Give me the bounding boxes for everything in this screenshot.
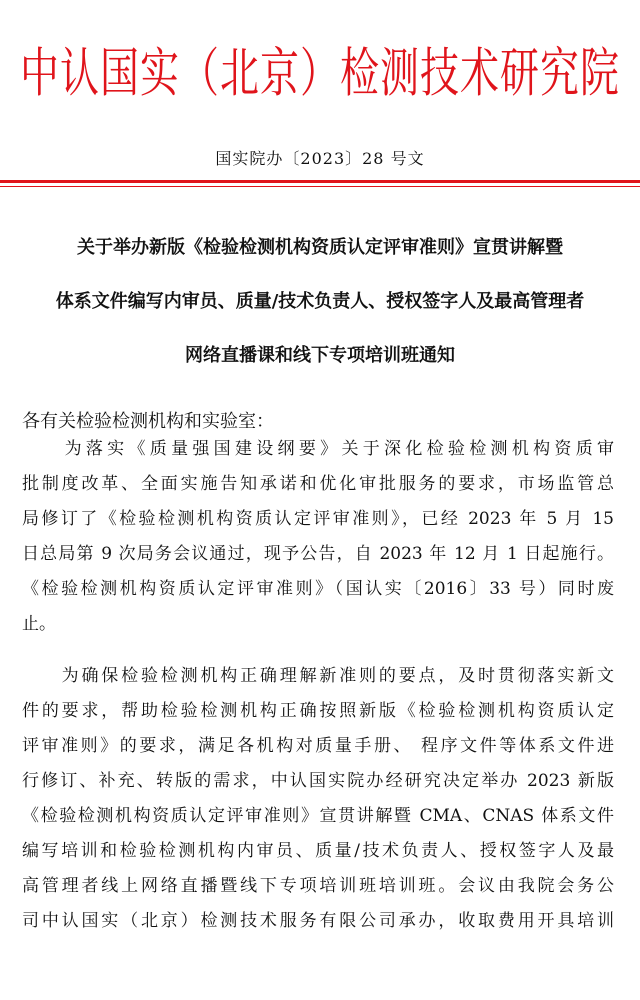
title-line-3: 网络直播课和线下专项培训班通知 — [185, 345, 455, 366]
paragraph-line: 日总局第 9 次局务会议通过，现予公告，自 2023 年 12 月 1 日起施行。 — [22, 544, 614, 564]
paragraph-line: 高管理者线上网络直播暨线下专项培训班培训班。会议由我院会务公 — [22, 876, 614, 896]
paragraph-line: 为落实《质量强国建设纲要》关于深化检验检测机构资质审 — [22, 439, 614, 459]
paragraph-line: 司中认国实（北京）检测技术服务有限公司承办，收取费用开具培训 — [22, 911, 614, 931]
document-number: 国实院办〔2023〕28 号文 — [215, 149, 425, 168]
paragraph-line: 件的要求，帮助检验检测机构正确按照新版《检验检测机构资质认定 — [22, 701, 614, 721]
paragraph-line: 批制度改革、全面实施告知承诺和优化审批服务的要求，市场监管总 — [22, 474, 614, 494]
paragraph-1 — [22, 432, 614, 642]
paragraph-2 — [22, 659, 614, 939]
paragraph-line: 止。 — [22, 614, 56, 634]
paragraph-line: 《检验检测机构资质认定评审准则》宣贯讲解暨 CMA、CNAS 体系文件 — [22, 806, 614, 826]
paragraph-line: 行修订、补充、转版的需求，中认国实院办经研究决定举办 2023 新版 — [22, 771, 614, 791]
paragraph-line: 为确保检验检测机构正确理解新准则的要点，及时贯彻落实新文 — [22, 666, 614, 686]
salutation: 各有关检验检测机构和实验室： — [22, 411, 274, 432]
paragraph-line: 局修订了《检验检测机构资质认定评审准则》，已经 2023 年 5 月 15 — [22, 509, 614, 529]
header-divider-thin — [0, 186, 640, 187]
paragraph-line: 评审准则》的要求，满足各机构对质量手册、 程序文件等体系文件进 — [22, 736, 614, 756]
header-divider-thick — [0, 180, 640, 183]
institute-name-heading: 中认国实（北京）检测技术研究院 — [19, 43, 620, 105]
paragraph-line: 编写培训和检验检测机构内审员、质量/技术负责人、授权签字人及最 — [22, 841, 614, 861]
title-line-2: 体系文件编写内审员、质量/技术负责人、授权签字人及最高管理者 — [55, 291, 585, 312]
paragraph-line: 《检验检测机构资质认定评审准则》（国认实〔2016〕33 号）同时废 — [22, 579, 614, 599]
title-line-1: 关于举办新版《检验检测机构资质认定评审准则》宣贯讲解暨 — [77, 237, 563, 258]
